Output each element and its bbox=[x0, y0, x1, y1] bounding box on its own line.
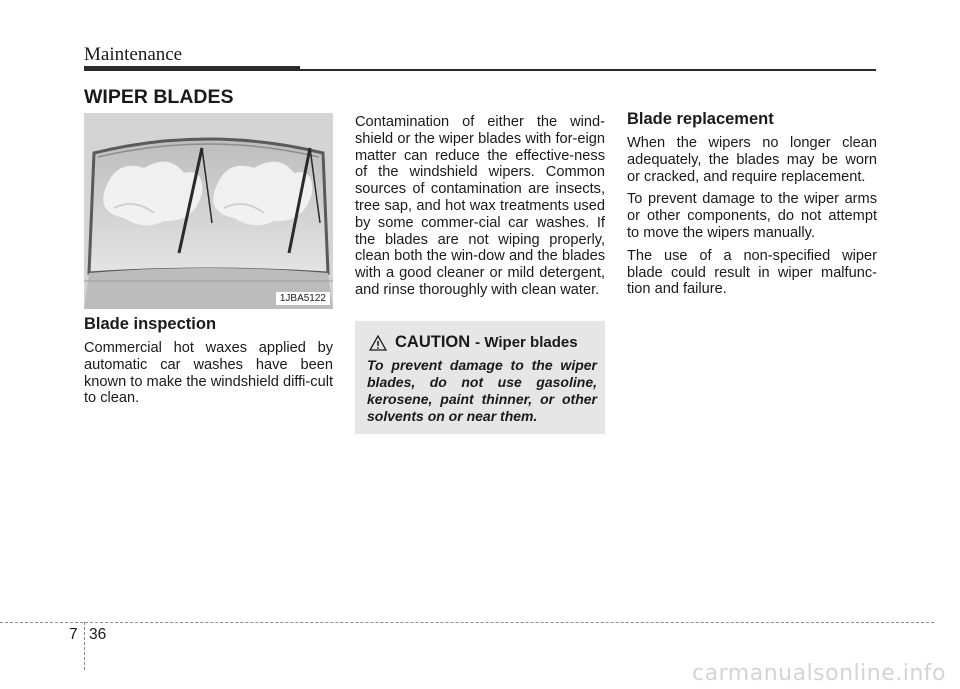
inspection-heading: Blade inspection bbox=[84, 315, 217, 333]
replacement-paragraph: The use of a non-specified wiper blade could result in wiper malfunc-tion and failure. bbox=[627, 247, 877, 298]
replacement-paragraph: To prevent damage to the wiper arms or other components, do not attempt to move the wipers manually. bbox=[627, 191, 877, 241]
replacement-body bbox=[627, 135, 877, 304]
footer-rule bbox=[0, 622, 934, 623]
figure-code: 1JBA5122 bbox=[276, 292, 330, 305]
inspection-body bbox=[84, 340, 333, 413]
contamination-paragraph: Contamination of either the wind-shield or the wiper blades with for-eign matter can reduce the effective-ness of the windshield wipers. Common sources of contamination are insects, tree sap, and hot wax treatments used by some commer-cial car washes. If the blades are not wiping properly, clean both the win-dow and the blades with a good cleaner or mild detergent, and rinse thoroughly with clean water. bbox=[355, 114, 605, 298]
header-rule-thin bbox=[300, 69, 876, 71]
page-number: 36 bbox=[89, 626, 107, 643]
warning-triangle-icon bbox=[369, 335, 387, 351]
windshield-wiper-illustration bbox=[84, 113, 333, 309]
section-title: WIPER BLADES bbox=[84, 86, 234, 108]
windshield-wiper-figure bbox=[84, 113, 333, 309]
caution-subject: - Wiper blades bbox=[475, 334, 578, 351]
replacement-heading: Blade replacement bbox=[627, 110, 774, 128]
inspection-paragraph: Commercial hot waxes applied by automatic car washes have been known to make the windshield diffi-cult to clean. bbox=[84, 340, 333, 407]
page-header-title: Maintenance bbox=[84, 44, 183, 65]
watermark: carmanualsonline.info bbox=[692, 661, 946, 686]
chapter-number: 7 bbox=[69, 626, 78, 643]
caution-header bbox=[369, 333, 578, 352]
caution-body: To prevent damage to the wiper blades, do not use gasoline, kerosene, paint thinner, or other solvents on or near them. bbox=[367, 357, 597, 424]
contamination-text bbox=[355, 114, 605, 305]
caution-label: CAUTION bbox=[395, 333, 471, 351]
replacement-paragraph: When the wipers no longer clean adequately, the blades may be worn or cracked, and require replacement. bbox=[627, 135, 877, 185]
footer-divider bbox=[84, 622, 85, 670]
header-rule-thick bbox=[84, 66, 300, 71]
caution-box bbox=[355, 321, 605, 434]
